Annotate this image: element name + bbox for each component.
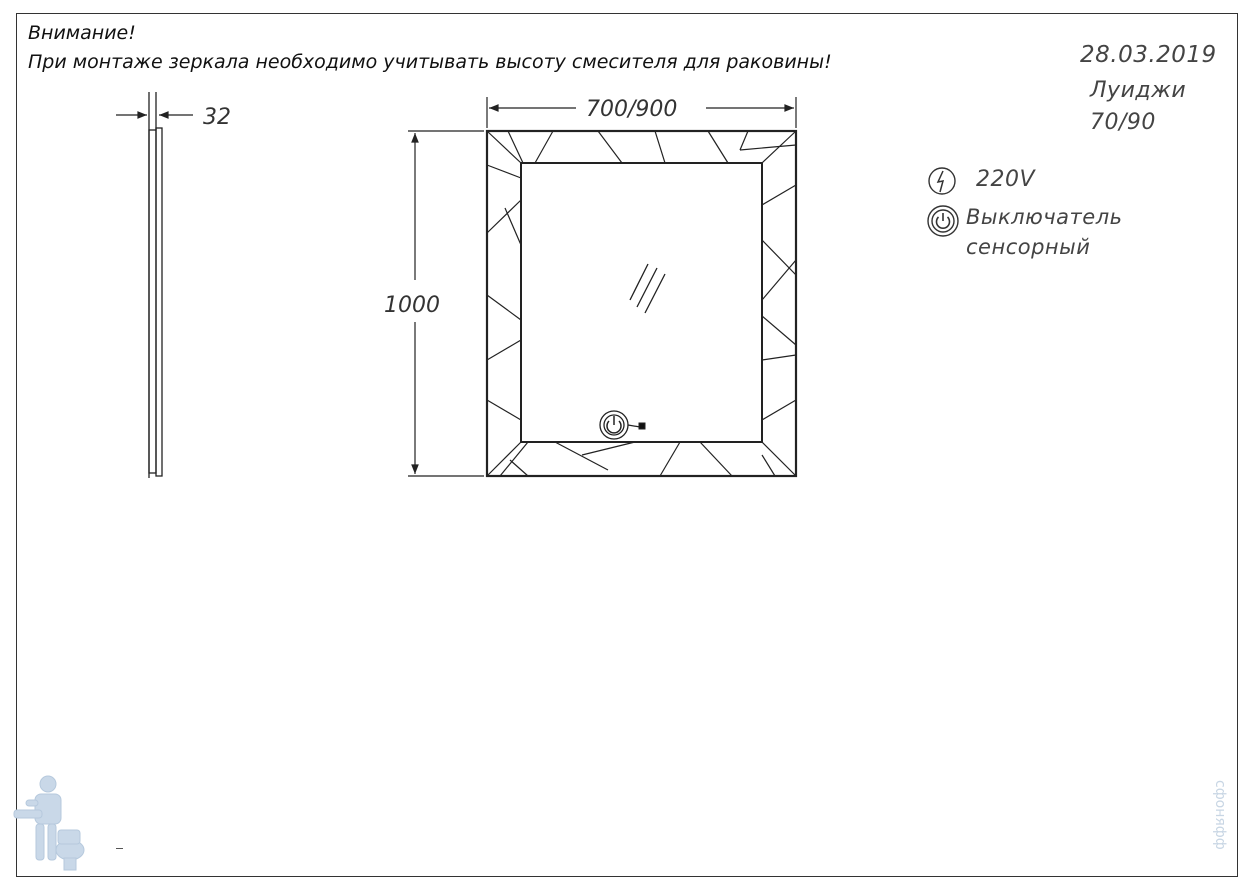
mirror-side-view [149,92,162,478]
warning-text: При монтаже зеркала необходимо учитывать высоту смесителя для раковины! [28,51,832,73]
site-watermark-text: сфоняфф [1212,780,1228,850]
width-value: 700/900 [586,97,678,122]
touch-switch-on-mirror [600,411,645,439]
touch-power-switch-icon [926,204,960,238]
power-label: 220V [976,167,1036,192]
warning-title: Внимание! [28,22,136,44]
height-value: 1000 [384,293,440,318]
model-size: 70/90 [1090,110,1156,135]
mirror-front-view [487,131,796,476]
lightning-circle-icon [926,165,958,197]
switch-label-line2: сенсорный [966,235,1091,259]
drawing-date: 28.03.2019 [1080,42,1217,68]
stray-dash-mark [116,848,123,849]
switch-label-line1: Выключатель [966,205,1123,229]
glass-reflection-marks [630,264,665,313]
depth-value: 32 [203,105,231,130]
model-name: Луиджи [1090,78,1187,103]
plumber-logo-watermark [8,770,88,874]
